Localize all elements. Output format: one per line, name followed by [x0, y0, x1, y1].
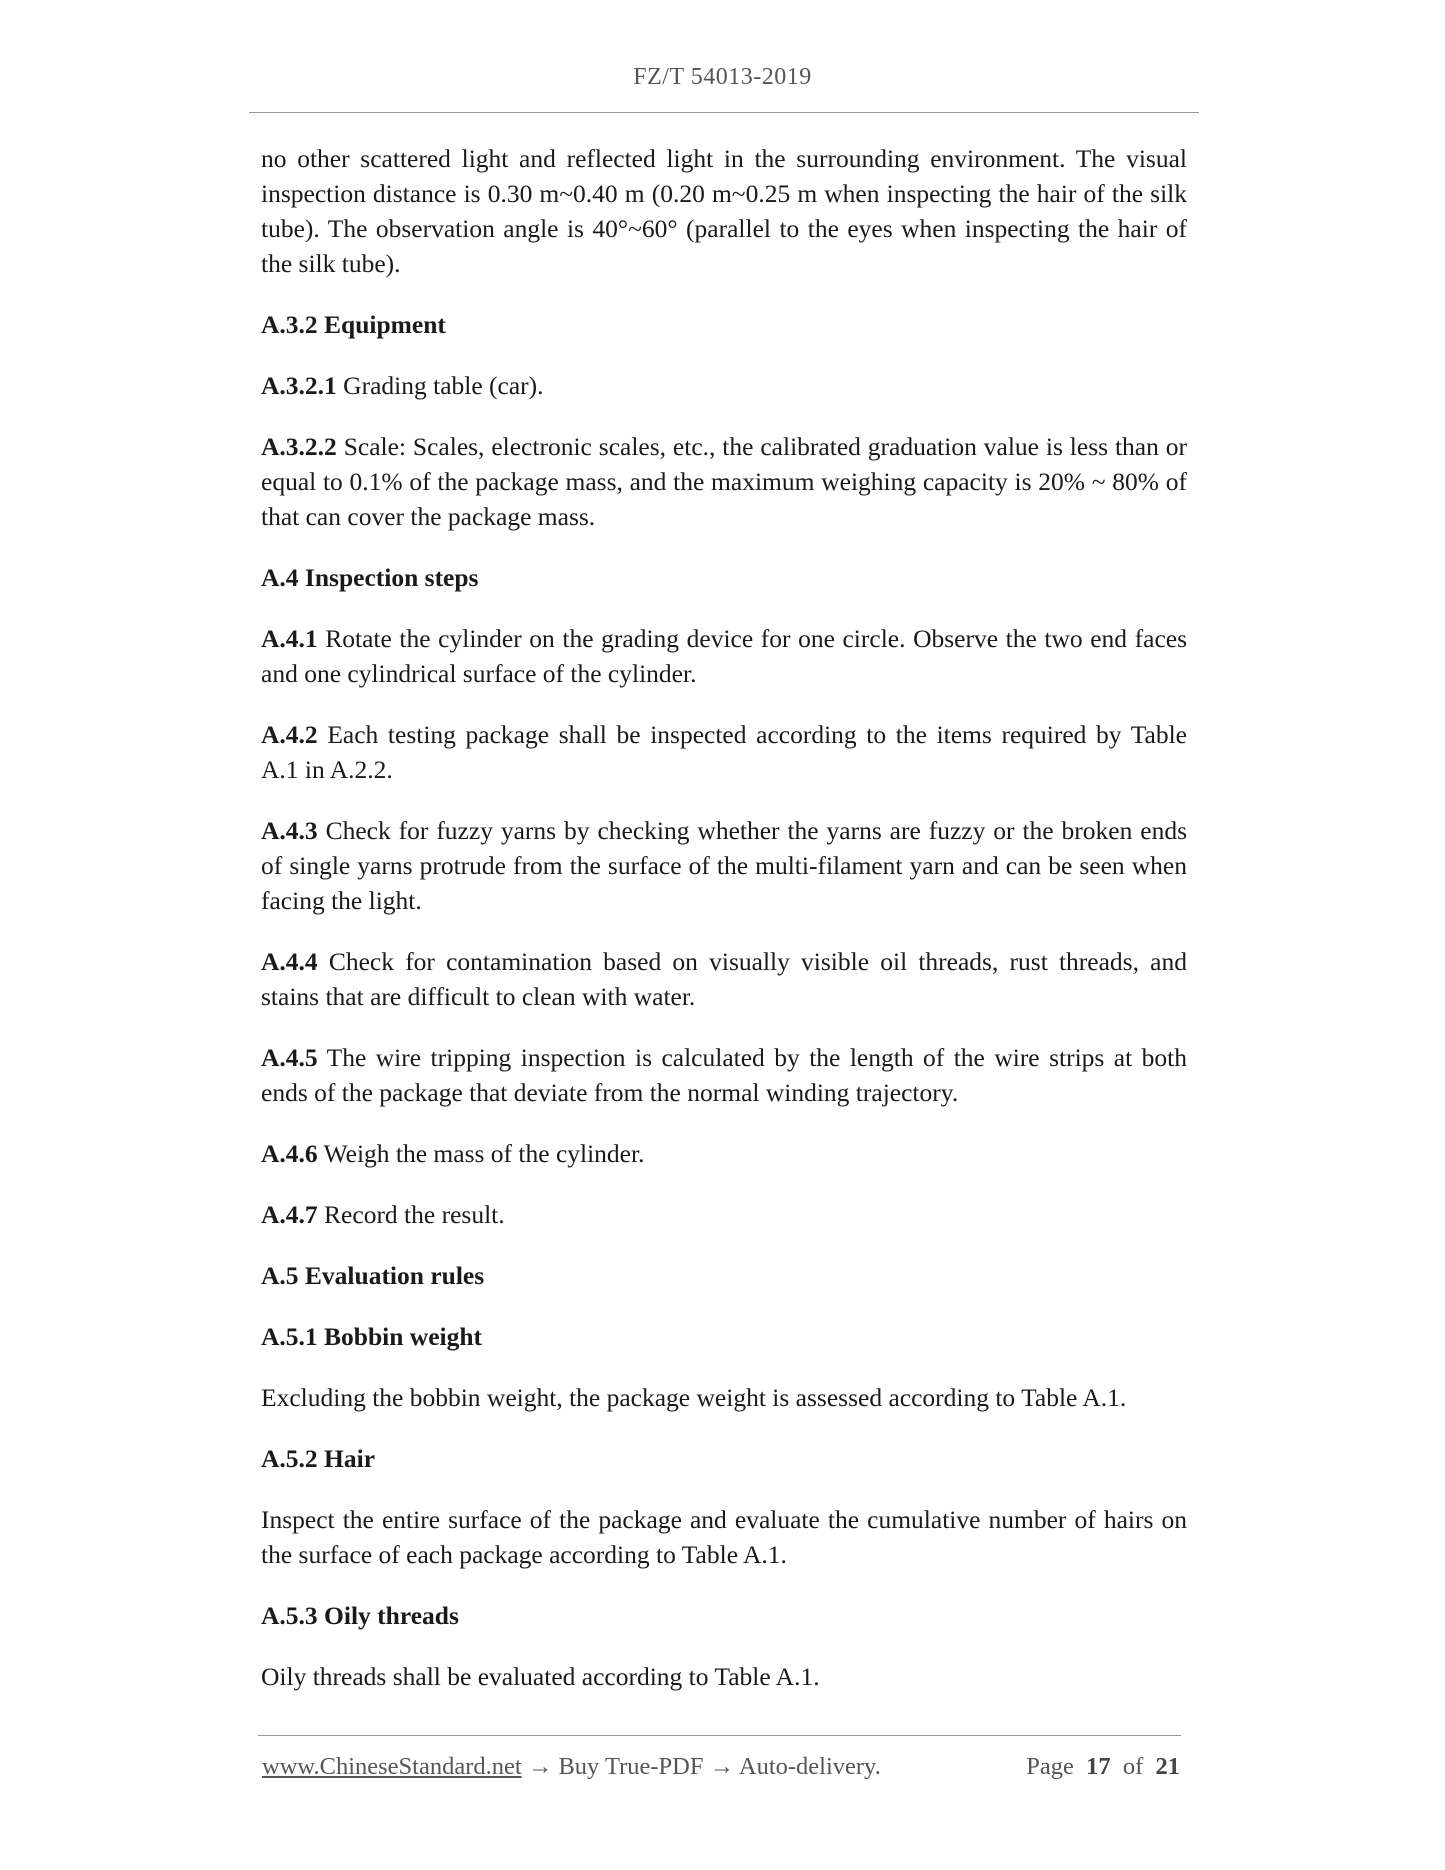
footer-divider	[258, 1735, 1181, 1736]
clause-number: A.3.2.2	[261, 432, 337, 461]
clause-number: A.4.2	[261, 720, 318, 749]
paragraph-text: The wire tripping inspection is calculated by the length of the wire strips at both ends of the package that deviate from the normal winding trajectory.	[261, 1043, 1187, 1107]
document-header	[0, 64, 1445, 91]
paragraph	[261, 1197, 1187, 1232]
section-heading: A.5.1 Bobbin weight	[261, 1322, 483, 1351]
paragraph	[261, 717, 1187, 787]
section-heading: A.5.3 Oily threads	[261, 1601, 459, 1630]
auto-delivery-text: Auto-delivery.	[738, 1753, 881, 1780]
paragraph-text: no other scattered light and reflected light in the surrounding environment. The visual inspection distance is 0.30 m~0.40 m (0.20 m~0.25 m when inspecting the hair of the silk tube). The observation angle is 40°~60° (parallel to the eyes when inspecting the hair of the silk tube).	[261, 144, 1187, 278]
paragraph	[261, 368, 1187, 403]
paragraph	[261, 429, 1187, 534]
page-counter	[1026, 1753, 1180, 1781]
of-label: of	[1122, 1753, 1144, 1780]
paragraph	[261, 813, 1187, 918]
paragraph-text: Grading table (car).	[343, 371, 544, 400]
paragraph	[261, 1136, 1187, 1171]
paragraph-text: Scale: Scales, electronic scales, etc., the calibrated graduation value is less than or equal to 0.1% of the package mass, and the maximum weighing capacity is 20% ~ 80% of that can cover the package mass.	[261, 432, 1187, 531]
arrow-right-icon: →	[709, 1753, 735, 1780]
page-number: 17	[1086, 1753, 1111, 1780]
paragraph	[261, 621, 1187, 691]
clause-number: A.3.2.1	[261, 371, 337, 400]
paragraph-text: Check for contamination based on visually visible oil threads, rust threads, and stains that are difficult to clean with water.	[261, 947, 1187, 1011]
footer-links	[262, 1753, 881, 1781]
paragraph-text: Oily threads shall be evaluated according to Table A.1.	[261, 1662, 820, 1691]
clause-number: A.4.1	[261, 624, 318, 653]
standard-code: FZ/T 54013-2019	[633, 64, 812, 90]
paragraph	[261, 1380, 1187, 1415]
paragraph-text: Inspect the entire surface of the package and evaluate the cumulative number of hairs on the surface of each package according to Table A.1.	[261, 1505, 1187, 1569]
page-label: Page	[1026, 1753, 1074, 1780]
clause-number: A.4.7	[261, 1200, 318, 1229]
paragraph	[261, 944, 1187, 1014]
website-link[interactable]: www.ChineseStandard.net	[262, 1753, 522, 1780]
page-body	[261, 141, 1187, 1720]
section-heading: A.3.2 Equipment	[261, 310, 446, 339]
section-heading: A.5 Evaluation rules	[261, 1261, 485, 1290]
paragraph	[261, 141, 1187, 281]
header-divider	[249, 112, 1199, 113]
clause-number: A.4.5	[261, 1043, 318, 1072]
paragraph	[261, 1040, 1187, 1110]
section-heading: A.4 Inspection steps	[261, 563, 479, 592]
paragraph-text: Record the result.	[324, 1200, 505, 1229]
clause-number: A.4.3	[261, 816, 318, 845]
section-heading: A.5.2 Hair	[261, 1444, 376, 1473]
page-footer	[262, 1753, 1180, 1787]
paragraph-text: Each testing package shall be inspected according to the items required by Table A.1 in A.2.2.	[261, 720, 1187, 784]
paragraph-text: Rotate the cylinder on the grading device for one circle. Observe the two end faces and one cylindrical surface of the cylinder.	[261, 624, 1187, 688]
clause-number: A.4.4	[261, 947, 318, 976]
paragraph-text: Excluding the bobbin weight, the package weight is assessed according to Table A.1.	[261, 1383, 1127, 1412]
paragraph-text: Weigh the mass of the cylinder.	[323, 1139, 645, 1168]
page-total: 21	[1155, 1753, 1180, 1780]
clause-number: A.4.6	[261, 1139, 318, 1168]
paragraph	[261, 1502, 1187, 1572]
paragraph-text: Check for fuzzy yarns by checking whether the yarns are fuzzy or the broken ends of single yarns protrude from the surface of the multi-filament yarn and can be seen when facing the light.	[261, 816, 1187, 915]
arrow-right-icon: →	[527, 1753, 553, 1780]
buy-pdf-text: Buy True-PDF	[558, 1753, 704, 1780]
paragraph	[261, 1659, 1187, 1694]
